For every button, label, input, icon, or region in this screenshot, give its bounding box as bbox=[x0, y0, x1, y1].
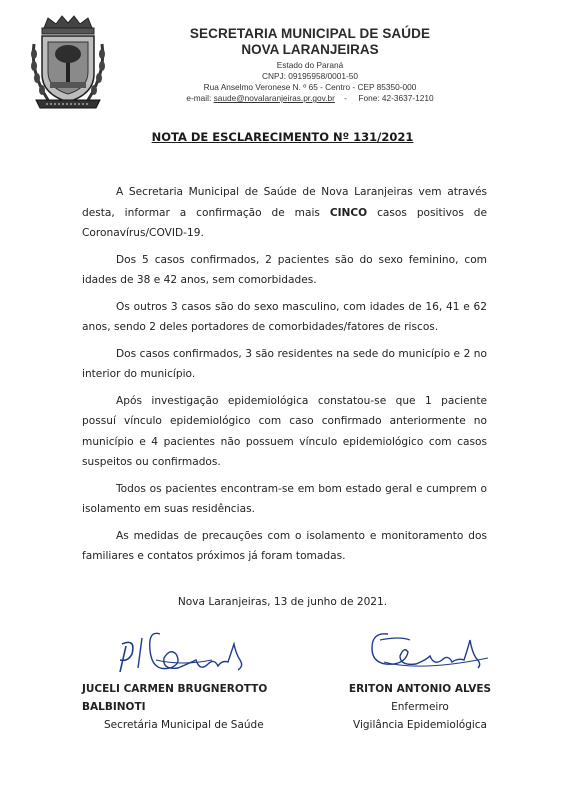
letterhead bbox=[120, 26, 500, 104]
agency-title: SECRETARIA MUNICIPAL DE SAÚDE bbox=[189, 26, 431, 41]
address-line: Rua Anselmo Veronese N. º 65 - Centro - CEP 85350-000 bbox=[203, 82, 417, 92]
municipal-crest-logo bbox=[28, 14, 108, 112]
document-title: NOTA DE ESCLARECIMENTO Nº 131/2021 bbox=[151, 130, 414, 144]
document-date: Nova Laranjeiras, 13 de junho de 2021. bbox=[177, 596, 388, 608]
email-link[interactable]: saude@novalaranjeiras.pr.gov.br bbox=[213, 93, 335, 103]
signature-block-right bbox=[340, 680, 500, 734]
cnpj-line: CNPJ: 09195958/0001-50 bbox=[262, 71, 358, 81]
signature-block-left bbox=[82, 680, 312, 734]
signatory-name-right: ERITON ANTONIO ALVES bbox=[348, 683, 492, 695]
signatory-name-left: JUCELI CARMEN BRUGNEROTTO BALBINOTI bbox=[82, 683, 268, 713]
paragraph-patient-status: Todos os pacientes encontram-se em bom estado geral e cumprem o isolamento em suas residências. bbox=[82, 482, 487, 515]
signatory-role-left: Secretária Municipal de Saúde bbox=[104, 719, 264, 731]
paragraph-female-cases: Dos 5 casos confirmados, 2 pacientes são do sexo feminino, com idades de 38 e 42 anos, sem comorbidades. bbox=[82, 253, 487, 286]
email-prefix: e-mail: bbox=[186, 93, 214, 103]
document-body bbox=[82, 182, 487, 573]
state-line: Estado do Paraná bbox=[276, 60, 344, 70]
paragraph-intro bbox=[82, 182, 487, 244]
signatory-role-right: Enfermeiro bbox=[391, 701, 449, 713]
paragraph-measures: As medidas de precauções com o isolamento e monitoramento dos familiares e contatos próximos já foram tomadas. bbox=[82, 529, 487, 562]
contact-line bbox=[120, 93, 500, 104]
paragraph-male-cases: Os outros 3 casos são do sexo masculino, com idades de 16, 41 e 62 anos, sendo 2 deles portadores de comorbidades/fatores de riscos. bbox=[82, 300, 487, 333]
municipality-name: NOVA LARANJEIRAS bbox=[241, 42, 379, 57]
signatory-department-right: Vigilância Epidemiológica bbox=[353, 719, 487, 731]
signature-right-handwritten bbox=[360, 622, 500, 680]
signature-left-handwritten bbox=[112, 620, 252, 682]
paragraph-intro-text-a: A Secretaria Municipal de Saúde de Nova Laranjeiras vem através desta, informar a confirmação de mais bbox=[82, 186, 487, 219]
paragraph-residence: Dos casos confirmados, 3 são residentes na sede do município e 2 no interior do município. bbox=[82, 347, 487, 380]
paragraph-intro-text-b: casos positivos de Coronavírus/COVID-19. bbox=[82, 206, 487, 239]
paragraph-investigation: Após investigação epidemiológica constatou-se que 1 paciente possuí vínculo epidemiológico com caso confirmado anteriormente no município e 4 pacientes não possuem vínculo epidemiológico com casos suspeitos ou confirmados. bbox=[82, 394, 487, 468]
phone-number: Fone: 42-3637-1210 bbox=[358, 93, 434, 103]
contact-separator: - bbox=[344, 93, 347, 103]
case-count-emphasis: CINCO bbox=[329, 206, 368, 219]
